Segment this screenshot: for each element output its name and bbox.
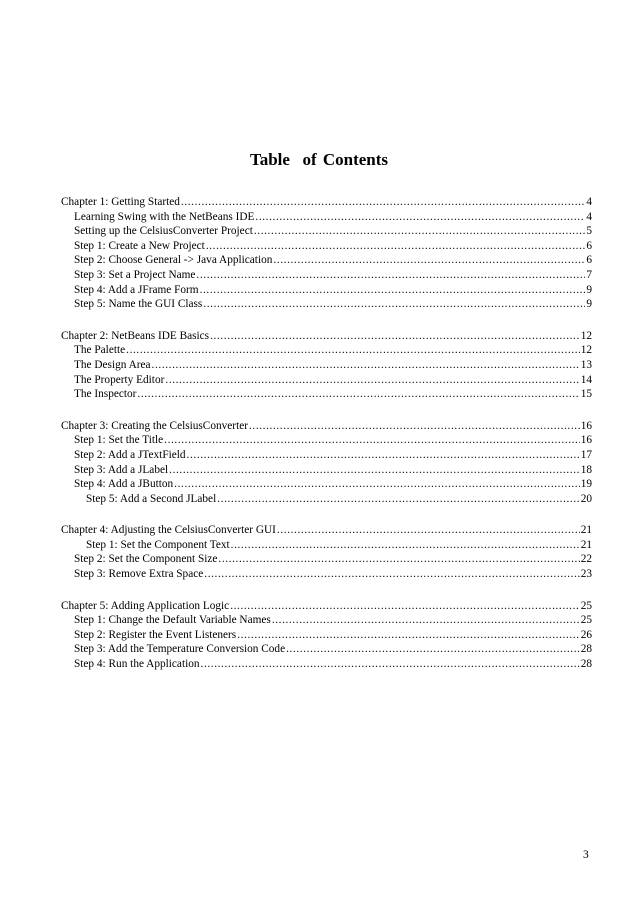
dot-leader	[255, 210, 585, 225]
toc-chapter-group	[61, 195, 592, 312]
toc-entry-page: 6	[586, 239, 592, 252]
toc-entry-label: Step 3: Add the Temperature Conversion Code	[74, 643, 286, 656]
toc-entry-page: 9	[586, 283, 592, 296]
dot-leader	[196, 268, 585, 283]
toc-entry-page: 21	[580, 538, 592, 551]
dot-leader	[203, 297, 585, 312]
dot-leader	[200, 283, 586, 298]
toc-section-entry	[61, 628, 592, 643]
toc-entry-label: Chapter 1: Getting Started	[61, 196, 180, 208]
toc-entry-label: Setting up the CelsiusConverter Project	[74, 225, 253, 238]
toc-entry-label: Chapter 3: Creating the CelsiusConverter	[61, 419, 248, 432]
dot-leader	[165, 373, 579, 388]
toc-chapter-group	[61, 329, 592, 402]
toc-entry-page: 22	[580, 553, 592, 566]
dot-leader	[217, 492, 579, 507]
toc-entry-label: Step 4: Add a JButton	[74, 478, 174, 491]
dot-leader	[286, 642, 580, 657]
dot-leader	[272, 613, 580, 628]
toc-entry-label: Step 5: Add a Second JLabel	[86, 492, 217, 505]
toc-entry-label: Step 2: Add a JTextField	[74, 448, 186, 461]
toc-entry-label: Step 1: Create a New Project	[74, 239, 205, 252]
toc-entry-page: 16	[580, 419, 592, 432]
toc-section-entry	[61, 477, 592, 492]
toc-entry-page: 25	[580, 599, 592, 612]
toc-section-entry	[61, 297, 592, 312]
toc-entry-label: The Palette	[74, 344, 126, 357]
toc-section-entry	[61, 492, 592, 507]
dot-leader	[254, 224, 586, 239]
toc-entry-label: Step 4: Add a JFrame Form	[74, 283, 199, 296]
toc-chapter-entry	[61, 523, 592, 538]
toc-chapter-group	[61, 599, 592, 672]
toc-entry-label: Step 3: Set a Project Name	[74, 268, 196, 281]
dot-leader	[231, 538, 580, 553]
toc-section-entry	[61, 433, 592, 448]
toc-entry-page: 16	[580, 434, 592, 447]
dot-leader	[218, 552, 579, 567]
toc-section-entry	[61, 642, 592, 657]
toc-entry-page: 6	[586, 254, 592, 267]
dot-leader	[137, 387, 579, 402]
page-title: Table of Contents	[249, 150, 389, 169]
toc-entry-label: Step 2: Set the Component Size	[74, 553, 218, 566]
toc-section-entry	[61, 567, 592, 582]
dot-leader	[152, 358, 580, 373]
dot-leader	[249, 419, 580, 434]
toc-entry-page: 28	[580, 658, 592, 671]
toc-entry-label: Step 2: Register the Event Listeners	[74, 628, 237, 641]
toc-section-entry	[61, 358, 592, 373]
toc-section-entry	[61, 239, 592, 254]
dot-leader	[187, 448, 580, 463]
toc-section-entry	[61, 373, 592, 388]
dot-leader	[201, 657, 580, 672]
toc-entry-page: 19	[580, 478, 592, 491]
table-of-contents	[61, 195, 592, 689]
dot-leader	[126, 343, 580, 358]
toc-entry-page: 26	[580, 628, 592, 641]
toc-section-entry	[61, 387, 592, 402]
toc-entry-label: Step 1: Set the Component Text	[86, 538, 230, 551]
toc-section-entry	[61, 463, 592, 478]
dot-leader	[277, 523, 580, 538]
toc-entry-page: 12	[580, 344, 592, 357]
toc-section-entry	[61, 657, 592, 672]
toc-section-entry	[61, 268, 592, 283]
toc-entry-page: 18	[580, 463, 592, 476]
toc-entry-label: Step 2: Choose General -> Java Application	[74, 254, 273, 267]
dot-leader	[230, 599, 580, 614]
dot-leader	[204, 567, 579, 582]
toc-chapter-entry	[61, 195, 592, 210]
toc-entry-page: 12	[580, 329, 592, 342]
dot-leader	[237, 628, 580, 643]
toc-entry-label: Step 5: Name the GUI Class	[74, 298, 203, 311]
toc-chapter-entry	[61, 419, 592, 434]
toc-entry-label: Step 3: Add a JLabel	[74, 463, 169, 476]
toc-entry-page: 13	[580, 358, 592, 371]
toc-section-entry	[61, 538, 592, 553]
toc-entry-page: 17	[580, 448, 592, 461]
toc-entry-label: Chapter 5: Adding Application Logic	[61, 599, 230, 612]
toc-entry-label: Learning Swing with the NetBeans IDE	[74, 210, 255, 223]
toc-entry-label: Step 4: Run the Application	[74, 658, 200, 671]
toc-section-entry	[61, 343, 592, 358]
toc-entry-page: 4	[586, 210, 592, 223]
toc-entry-page: 25	[580, 614, 592, 627]
toc-entry-label: The Inspector	[74, 388, 137, 401]
toc-chapter-entry	[61, 329, 592, 344]
toc-entry-label: The Design Area	[74, 358, 151, 371]
dot-leader	[169, 463, 580, 478]
toc-entry-page: 23	[580, 568, 592, 581]
toc-entry-label: Chapter 4: Adjusting the CelsiusConverter GUI	[61, 524, 276, 537]
toc-section-entry	[61, 448, 592, 463]
toc-entry-label: Step 3: Remove Extra Space	[74, 568, 204, 581]
toc-entry-label: The Property Editor	[74, 373, 165, 386]
toc-section-entry	[61, 552, 592, 567]
dot-leader	[164, 433, 580, 448]
toc-entry-page: 15	[580, 388, 592, 401]
toc-entry-page: 14	[580, 373, 592, 386]
toc-chapter-group	[61, 419, 592, 507]
toc-section-entry	[61, 613, 592, 628]
dot-leader	[206, 239, 586, 254]
toc-section-entry	[61, 224, 592, 239]
dot-leader	[174, 477, 580, 492]
toc-section-entry	[61, 210, 592, 225]
dot-leader	[210, 329, 580, 344]
page-number: 3	[583, 849, 589, 861]
toc-entry-page: 9	[586, 298, 592, 311]
toc-entry-page: 28	[580, 643, 592, 656]
toc-entry-label: Step 1: Set the Title	[74, 434, 164, 447]
toc-section-entry	[61, 283, 592, 298]
toc-entry-page: 21	[580, 524, 592, 537]
dot-leader	[273, 253, 585, 268]
toc-entry-label: Chapter 2: NetBeans IDE Basics	[61, 329, 210, 342]
toc-entry-label: Step 1: Change the Default Variable Names	[74, 614, 271, 627]
toc-section-entry	[61, 253, 592, 268]
toc-entry-page: 20	[580, 492, 592, 505]
toc-chapter-entry	[61, 599, 592, 614]
toc-entry-page: 7	[586, 268, 592, 281]
dot-leader	[181, 195, 585, 210]
toc-entry-page: 5	[586, 225, 592, 238]
toc-chapter-group	[61, 523, 592, 581]
toc-entry-page: 4	[586, 196, 592, 208]
